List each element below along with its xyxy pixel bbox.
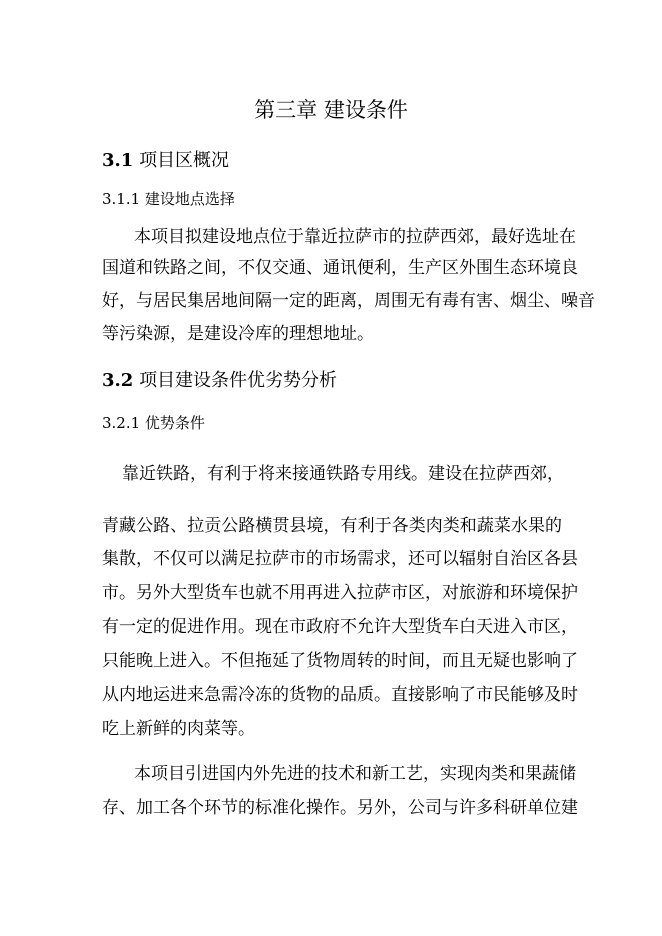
section-heading-3-1: [102, 149, 229, 173]
section-number: 3.2: [102, 370, 134, 391]
paragraph-line: 本项目引进国内外先进的技术和新工艺，实现肉类和果蔬储: [134, 764, 576, 784]
subsection-heading-3-1-1: 3.1.1 建设地点选择: [102, 190, 235, 208]
paragraph-line: 存、加工各个环节的标准化操作。另外，公司与许多科研单位建: [102, 798, 578, 818]
subsection-heading-3-2-1: 3.2.1 优势条件: [102, 414, 205, 432]
section-number: 3.1: [102, 150, 134, 171]
paragraph-line: 有一定的促进作用。现在市政府不允许大型货车白天进入市区，: [102, 617, 578, 637]
paragraph-line: 集散，不仅可以满足拉萨市的市场需求，还可以辐射自治区各县: [102, 549, 578, 569]
paragraph-line: 等污染源，是建设冷库的理想地址。: [102, 324, 374, 344]
chapter-title: 第三章 建设条件: [254, 98, 408, 122]
paragraph-line: 从内地运进来急需冷冻的货物的品质。直接影响了市民能够及时: [102, 685, 578, 705]
section-heading-3-2: [102, 369, 337, 393]
section-title: 项目区概况: [139, 150, 230, 171]
paragraph-line: 好，与居民集居地间隔一定的距离，周围无有毒有害、烟尘、噪音: [102, 291, 595, 311]
paragraph-line: 本项目拟建设地点位于靠近拉萨市的拉萨西郊，最好选址在: [134, 227, 576, 247]
section-title: 项目建设条件优劣势分析: [139, 370, 338, 391]
paragraph-line: 青藏公路、拉贡公路横贯县境，有利于各类肉类和蔬菜水果的: [102, 516, 562, 536]
paragraph-line: 只能晚上进入。不但拖延了货物周转的时间，而且无疑也影响了: [102, 651, 578, 671]
paragraph-line: 吃上新鲜的肉菜等。: [102, 719, 255, 739]
paragraph-line: 国道和铁路之间，不仅交通、通讯便利，生产区外围生态环境良: [102, 258, 578, 278]
paragraph-line: 市。另外大型货车也就不用再进入拉萨市区，对旅游和环境保护: [102, 583, 578, 603]
paragraph-line: 靠近铁路，有利于将来接通铁路专用线。建设在拉萨西郊，: [122, 464, 564, 484]
